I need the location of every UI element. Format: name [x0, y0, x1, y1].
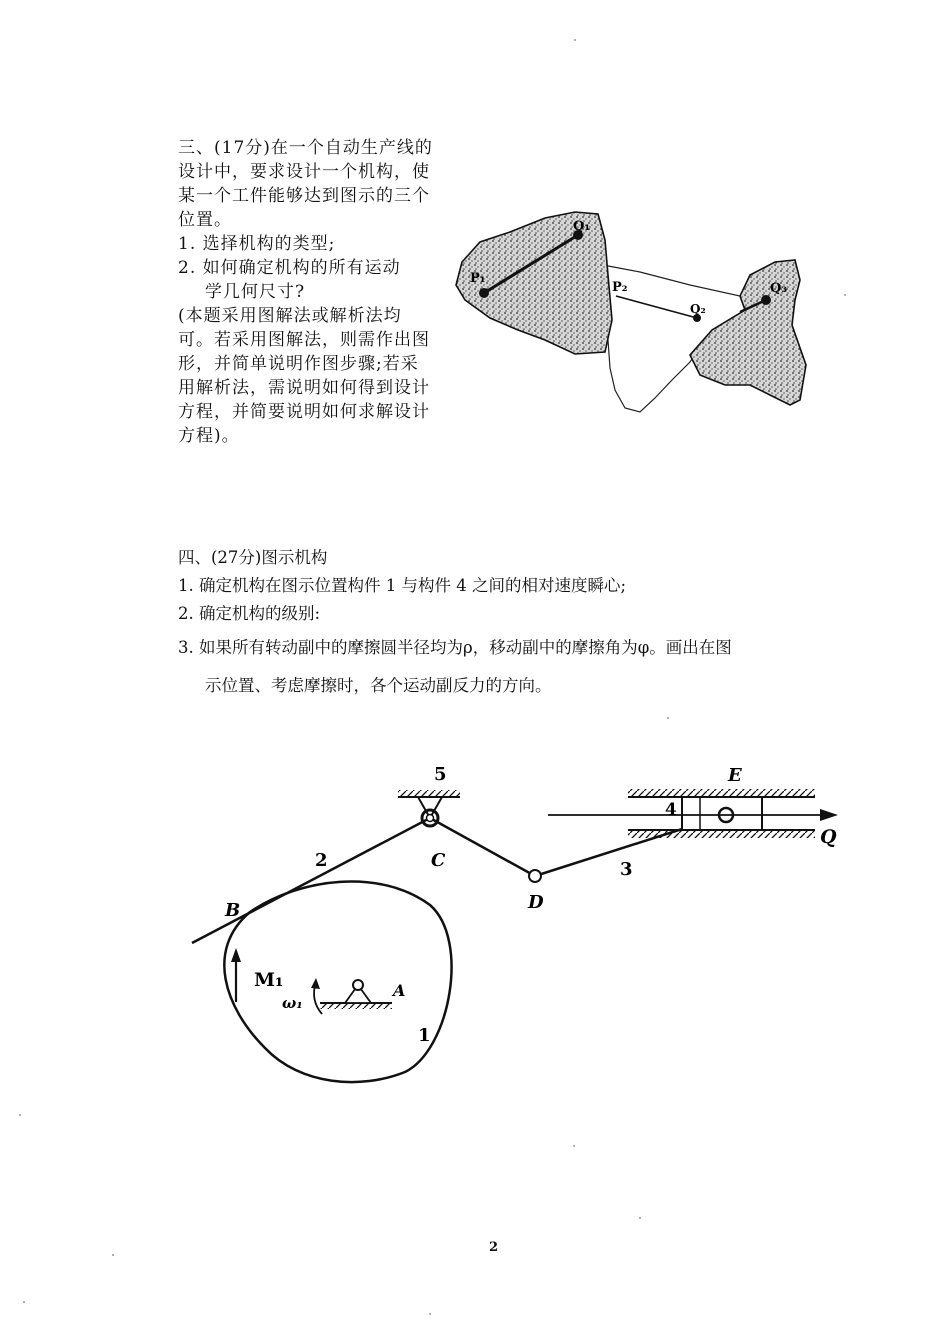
label-q3: Q₃: [770, 281, 788, 296]
label-omega1: ω₁: [282, 994, 303, 1012]
label-b: B: [225, 900, 241, 921]
link-2: [192, 818, 430, 943]
point-q3: [761, 295, 771, 305]
q4-item-3: 3. 如果所有转动副中的摩擦圆半径均为ρ，移动副中的摩擦角为φ。画出在图: [178, 638, 732, 657]
q4-item-2: 2. 确定机构的级别:: [178, 604, 321, 623]
workpiece-position-3: [690, 260, 806, 405]
pivot-a: [320, 980, 392, 1009]
label-5: 5: [434, 764, 447, 785]
pivot-c: [398, 790, 460, 826]
label-4: 4: [665, 800, 677, 820]
q3-item-2-cont: 学几何尺寸?: [205, 282, 306, 302]
label-1: 1: [418, 1025, 431, 1046]
q4-title: 四、(27分)图示机构: [178, 548, 328, 567]
q3-item-1: 1. 选择机构的类型;: [178, 234, 336, 254]
label-c: C: [431, 850, 446, 871]
label-p2: P₂: [612, 280, 628, 295]
page-number: 2: [489, 1240, 499, 1255]
label-d: D: [528, 892, 544, 913]
label-m1: M₁: [254, 969, 284, 991]
q4-item-3-cont: 示位置、考虑摩擦时，各个运动副反力的方向。: [205, 676, 552, 695]
link-p2-q2: [616, 296, 697, 318]
q3-note: (本题采用图解法或解析法均可。若采用图解法，则需作出图形，并简单说明作图步骤;若采用解析法，需说明如何得到设计方程，并简要说明如何求解设计方程)。: [178, 306, 430, 446]
mechanism-figure: [192, 764, 838, 1082]
joint-d: [529, 870, 541, 882]
label-e: E: [728, 765, 742, 786]
label-2: 2: [315, 850, 328, 871]
label-p1: P₁: [470, 271, 486, 286]
link-cd: [430, 818, 535, 876]
label-3: 3: [620, 859, 633, 880]
label-q: Q: [820, 826, 837, 848]
label-q1: Q₁: [573, 219, 591, 234]
force-q-arrow-icon: [820, 809, 838, 821]
q3-title: 三、(17分)在一个自动生产线的设计中，要求设计一个机构，使某一个工件能够达到图示的三个位置。: [178, 138, 433, 230]
label-q2: Q₂: [690, 302, 706, 316]
workpiece-figure: [456, 212, 806, 412]
scan-specks: [19, 39, 846, 1315]
point-p1: [479, 288, 489, 298]
q4-item-1: 1. 确定机构在图示位置构件 1 与构件 4 之间的相对速度瞬心;: [178, 576, 627, 595]
label-a: A: [393, 981, 406, 1000]
q3-item-2: 2. 如何确定机构的所有运动: [178, 258, 401, 278]
